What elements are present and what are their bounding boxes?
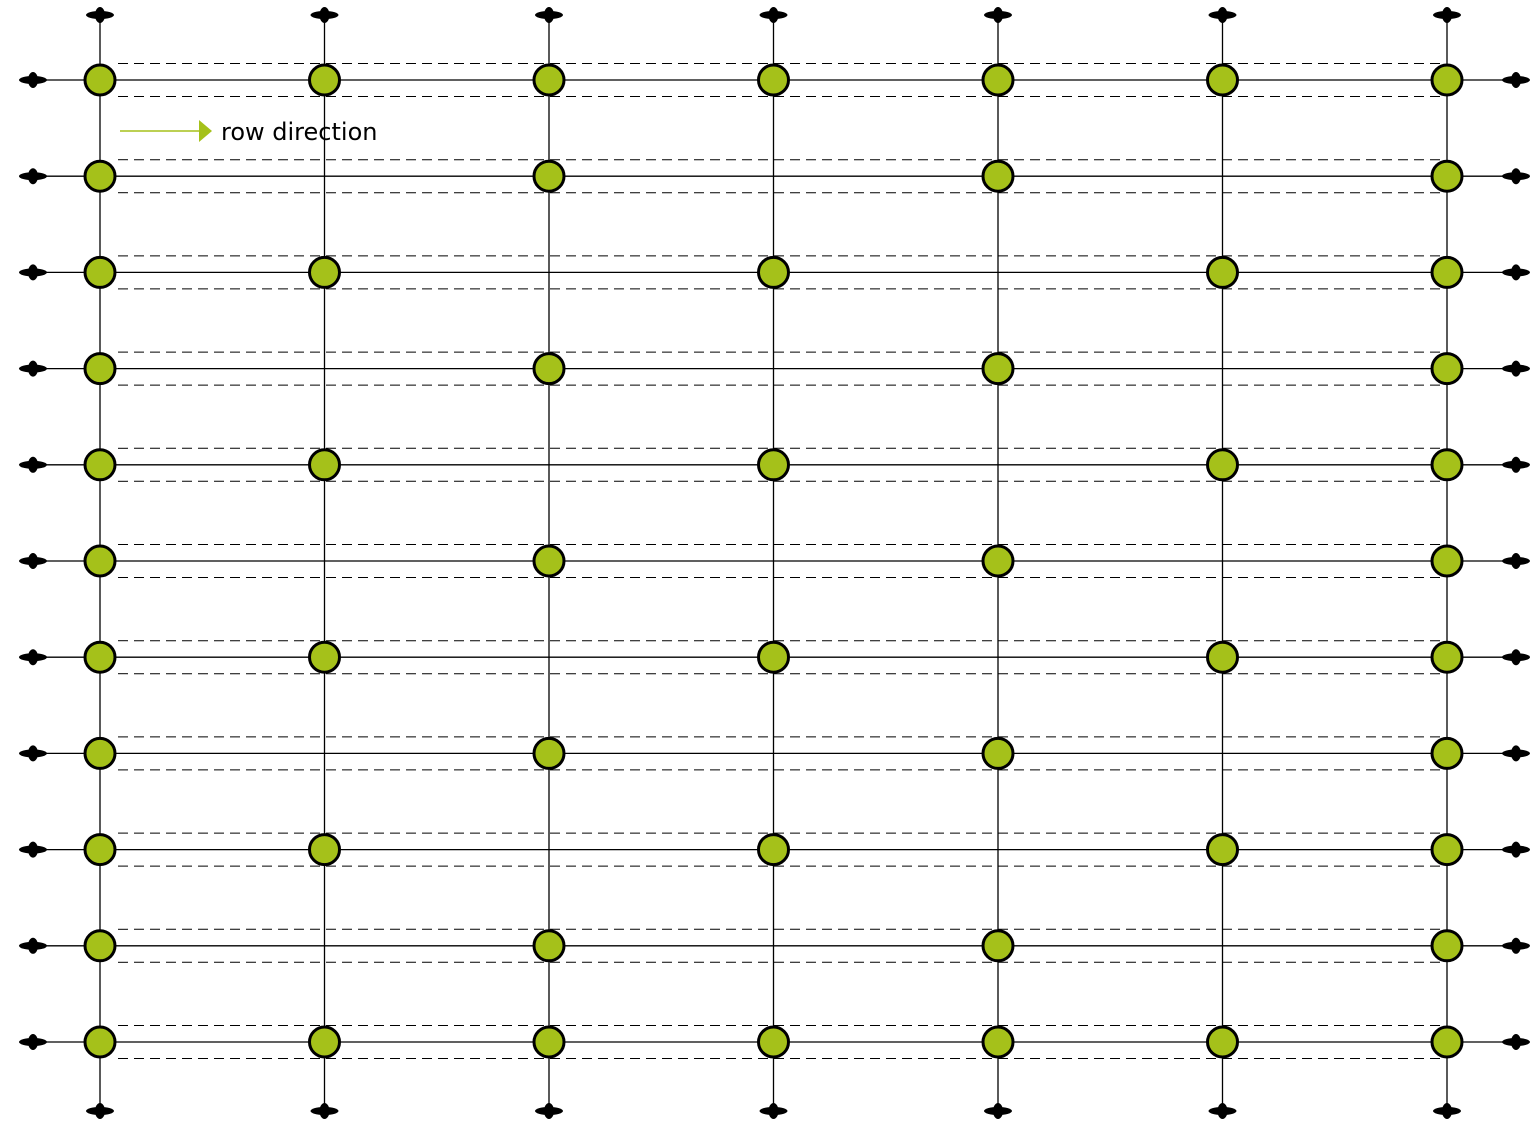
grid-node: [1432, 354, 1462, 384]
grid-node: [1432, 835, 1462, 865]
grid-node: [310, 257, 340, 287]
grid-node: [1208, 835, 1238, 865]
anchor-mark-icon: [311, 7, 339, 23]
anchor-mark-icon: [19, 745, 47, 761]
end-anchors: [19, 7, 1530, 1119]
grid-node: [1432, 738, 1462, 768]
anchor-mark-icon: [1502, 842, 1530, 858]
grid-node: [1208, 450, 1238, 480]
grid-node: [310, 642, 340, 672]
anchor-mark-icon: [19, 553, 47, 569]
row-direction-legend: [120, 118, 377, 146]
grid-node: [983, 1027, 1013, 1057]
anchor-mark-icon: [1209, 7, 1237, 23]
grid-node: [534, 354, 564, 384]
grid-node: [759, 450, 789, 480]
anchor-mark-icon: [1209, 1103, 1237, 1119]
anchor-mark-icon: [1502, 553, 1530, 569]
anchor-mark-icon: [1502, 649, 1530, 665]
anchor-mark-icon: [19, 72, 47, 88]
grid-node: [1432, 65, 1462, 95]
grid-node: [310, 65, 340, 95]
anchor-mark-icon: [19, 649, 47, 665]
grid-node: [759, 1027, 789, 1057]
grid-node: [759, 257, 789, 287]
anchor-mark-icon: [984, 1103, 1012, 1119]
anchor-mark-icon: [1502, 457, 1530, 473]
grid-node: [1208, 65, 1238, 95]
grid-node: [983, 738, 1013, 768]
grid-node: [983, 354, 1013, 384]
anchor-mark-icon: [1502, 72, 1530, 88]
anchor-mark-icon: [1502, 938, 1530, 954]
grid-node: [1432, 450, 1462, 480]
grid-node: [310, 1027, 340, 1057]
anchor-mark-icon: [1433, 7, 1461, 23]
row-direction-label: row direction: [221, 118, 378, 146]
grid-node: [1208, 1027, 1238, 1057]
anchor-mark-icon: [1502, 1034, 1530, 1050]
grid-node: [759, 835, 789, 865]
grid-node: [85, 642, 115, 672]
grid-node: [1432, 546, 1462, 576]
anchor-mark-icon: [19, 457, 47, 473]
grid-node: [983, 161, 1013, 191]
grid-node: [85, 931, 115, 961]
anchor-mark-icon: [19, 361, 47, 377]
grid-node: [983, 65, 1013, 95]
anchor-mark-icon: [1502, 168, 1530, 184]
anchor-mark-icon: [19, 1034, 47, 1050]
grid-node: [534, 546, 564, 576]
grid-node: [85, 450, 115, 480]
anchor-mark-icon: [1502, 264, 1530, 280]
grid-node: [534, 738, 564, 768]
grid-node: [1432, 1027, 1462, 1057]
grid-node: [534, 1027, 564, 1057]
grid-node: [310, 450, 340, 480]
grid-node: [310, 835, 340, 865]
grid-node: [85, 835, 115, 865]
grid-node: [1208, 642, 1238, 672]
anchor-mark-icon: [1502, 361, 1530, 377]
grid-node: [1432, 161, 1462, 191]
anchor-mark-icon: [19, 264, 47, 280]
grid-node: [85, 257, 115, 287]
grid-node: [983, 931, 1013, 961]
grid-node: [85, 1027, 115, 1057]
anchor-mark-icon: [86, 7, 114, 23]
grid-node: [534, 161, 564, 191]
grid-node: [85, 546, 115, 576]
solid-grid-lines: [33, 15, 1516, 1110]
anchor-mark-icon: [1433, 1103, 1461, 1119]
anchor-mark-icon: [984, 7, 1012, 23]
grid-node: [983, 546, 1013, 576]
anchor-mark-icon: [760, 7, 788, 23]
grid-node: [1208, 257, 1238, 287]
grid-node: [1432, 257, 1462, 287]
anchor-mark-icon: [19, 842, 47, 858]
grid-node: [85, 161, 115, 191]
anchor-mark-icon: [535, 1103, 563, 1119]
anchor-mark-icon: [311, 1103, 339, 1119]
grid-node: [1432, 642, 1462, 672]
anchor-mark-icon: [1502, 745, 1530, 761]
row-direction-arrow-head-icon: [199, 120, 212, 142]
grid-node: [534, 65, 564, 95]
grid-node: [85, 738, 115, 768]
anchor-mark-icon: [19, 168, 47, 184]
grid-node: [85, 65, 115, 95]
anchor-mark-icon: [86, 1103, 114, 1119]
grid-node: [85, 354, 115, 384]
anchor-mark-icon: [760, 1103, 788, 1119]
grid-node: [759, 65, 789, 95]
anchor-mark-icon: [19, 938, 47, 954]
grid-node: [534, 931, 564, 961]
grid-node: [759, 642, 789, 672]
grid-node: [1432, 931, 1462, 961]
anchor-mark-icon: [535, 7, 563, 23]
